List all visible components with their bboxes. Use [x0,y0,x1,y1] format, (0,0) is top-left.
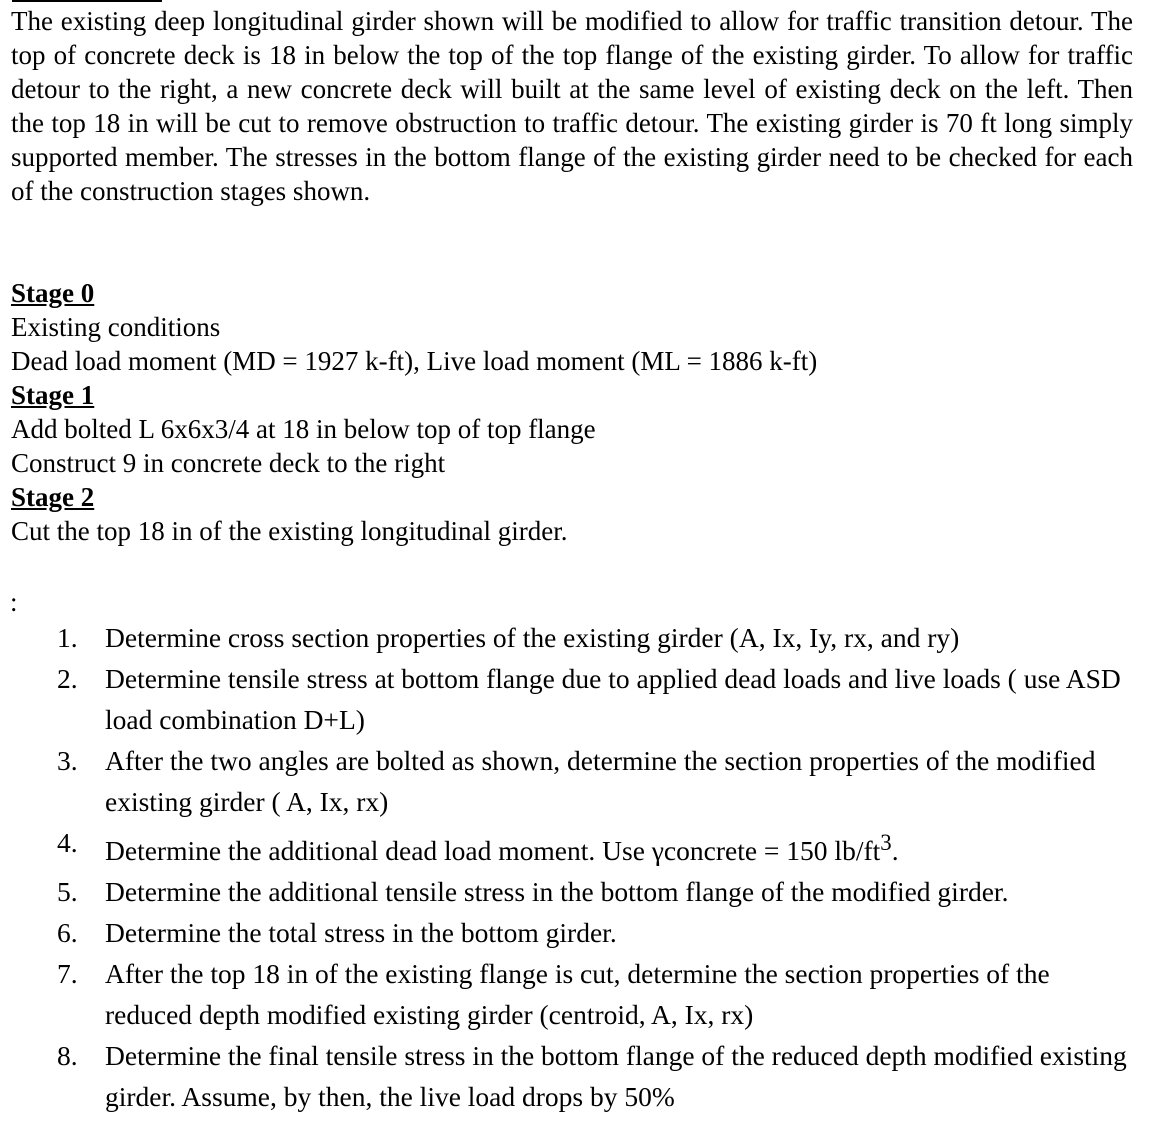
question-text: After the top 18 in of the existing flange is cut, determine the section properties of the reduced depth modified existing girder (centroid, A, Ix, rx) [105,958,1050,1031]
stage-1 [11,378,1131,480]
question-number: 4. [57,827,78,858]
question-text: Determine tensile stress at bottom flange due to applied dead loads and live loads ( use ASD load combination D+L) [105,663,1121,735]
colon-marker: : [10,587,18,617]
stage-heading: Stage 0 [11,278,95,308]
question-item [0,658,1152,740]
stage-line: Add bolted L 6x6x3/4 at 18 in below top of top flange [11,414,596,444]
question-item [0,1035,1152,1117]
question-item [0,740,1152,822]
stage-line: Cut the top 18 in of the existing longitudinal girder. [11,516,568,546]
question-text: Determine the final tensile stress in the bottom flange of the reduced depth modified existing girder. Assume, by then, the live load drops by 50% [105,1040,1127,1113]
question-text: Determine the additional tensile stress in the bottom flange of the modified girder. [105,876,1009,908]
stage-heading: Stage 1 [11,380,95,410]
question-number: 1. [57,622,78,653]
question-text-end: . [891,835,899,867]
question-item [0,822,1152,871]
question-number: 2. [57,663,78,694]
question-item [0,953,1152,1035]
stage-heading: Stage 2 [11,482,95,512]
question-text: Determine cross section properties of the existing girder (A, Ix, Iy, rx, and ry) [105,622,960,653]
question-item [0,912,1152,953]
stage-line: Dead load moment (MD = 1927 k-ft), Live load moment (ML = 1886 k-ft) [11,346,818,376]
question-number: 5. [57,876,78,908]
question-number: 6. [57,917,78,949]
stage-line: Existing conditions [11,312,221,342]
stage-0 [11,276,1131,378]
question-item [0,617,1152,658]
question-list [0,617,1152,1117]
question-number: 7. [57,958,78,990]
stage-line: Construct 9 in concrete deck to the right [11,448,446,478]
question-text: Determine the total stress in the bottom girder. [105,917,617,949]
question-text: Determine the additional dead load moment. Use γconcrete = 150 lb/ft [105,835,881,867]
superscript: 3 [880,830,892,855]
question-text: After the two angles are bolted as shown, determine the section properties of the modified existing girder ( A, Ix, rx) [105,745,1096,817]
top-rule [12,0,162,2]
question-item [0,871,1152,912]
stage-2 [11,480,1131,548]
question-number: 3. [57,745,78,776]
intro-paragraph: The existing deep longitudinal girder shown will be modified to allow for traffic transition detour. The top of concrete deck is 18 in below the top of the top flange of the existing girder. To allow for traffic detour to the right, a new concrete deck will built at the same level of existing deck on the left. Then the top 18 in will be cut to remove obstruction to traffic detour. The existing girder is 70 ft long simply supported member. The stresses in the bottom flange of the existing girder need to be checked for each of the construction stages shown. [11,6,1133,206]
question-number: 8. [57,1040,78,1072]
stages-section [11,276,1131,548]
